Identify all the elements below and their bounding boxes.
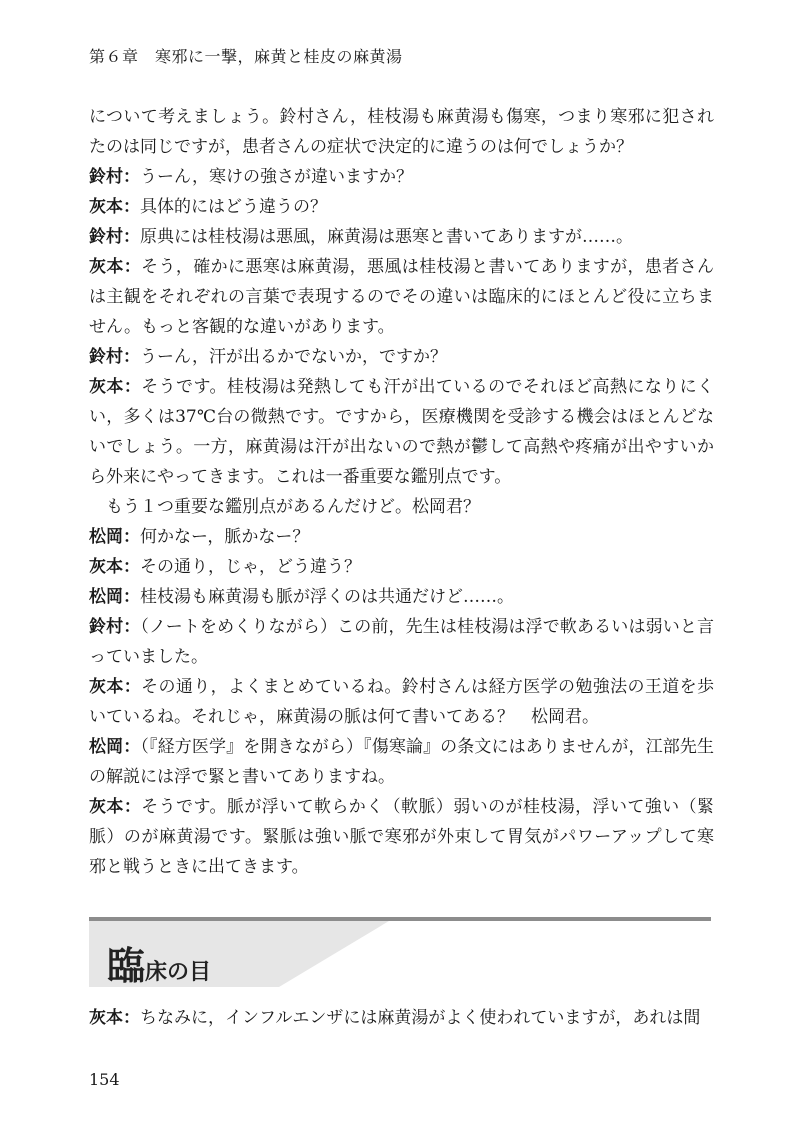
- speaker-label: 鈴村：: [89, 227, 140, 247]
- paragraph: [89, 192, 714, 222]
- paragraph-text: うーん，寒けの強さが違いますか？: [140, 167, 414, 187]
- speaker-label: 灰本：: [89, 197, 140, 217]
- section-heading: [89, 917, 711, 987]
- paragraph: [89, 792, 714, 882]
- paragraph: [89, 732, 714, 792]
- speaker-label: 鈴村：: [89, 347, 140, 367]
- dialogue-body: [89, 102, 714, 882]
- speaker-label: 松岡：: [89, 587, 140, 607]
- continuing-dialogue: [89, 1003, 714, 1033]
- paragraph: [89, 162, 714, 192]
- paragraph: [89, 492, 714, 522]
- paragraph-text: （『経方医学』を開きながら）『傷寒論』の条文にはありませんが，江部先生の解説には浮で緊と書いてありますね。: [89, 737, 715, 787]
- speaker-label: 灰本：: [89, 257, 142, 277]
- section-title-rest: 床の目: [145, 960, 212, 985]
- paragraph-text: ちなみに，インフルエンザには麻黄湯がよく使われていますが，あれは間: [140, 1008, 701, 1028]
- paragraph-text: その通り，じゃ，どう違う？: [140, 557, 361, 577]
- speaker-label: 鈴村：: [89, 617, 141, 637]
- paragraph-text: 具体的にはどう違うの？: [140, 197, 327, 217]
- section-title: [107, 935, 211, 990]
- paragraph-text: そうです。脈が浮いて軟らかく（軟脈）弱いのが桂枝湯，浮いて強い（緊脈）のが麻黄湯です。緊脈は強い脈で寒邪が外束して胃気がパワーアップして寒邪と戦うときに出てきます。: [89, 797, 715, 877]
- paragraph-text: （ノートをめくりながら）この前，先生は桂枝湯は浮で軟あるいは弱いと言っていました。: [89, 617, 714, 667]
- paragraph: [89, 1003, 714, 1033]
- paragraph: [89, 672, 714, 732]
- paragraph-text: 桂枝湯も麻黄湯も脈が浮くのは共通だけど……。: [140, 587, 514, 607]
- paragraph: [89, 252, 714, 342]
- paragraph-text: 原典には桂枝湯は悪風，麻黄湯は悪寒と書いてありますが……。: [140, 227, 633, 247]
- speaker-label: 灰本：: [89, 797, 142, 817]
- paragraph: [89, 102, 714, 162]
- paragraph-text: そう，確かに悪寒は麻黄湯，悪風は桂枝湯と書いてありますが，患者さんは主観をそれぞれの言葉で表現するのでその違いは臨床的にほとんど役に立ちません。もっと客観的な違いがあります。: [89, 257, 715, 337]
- paragraph-text: うーん，汗が出るかでないか，ですか？: [140, 347, 448, 367]
- speaker-label: 松岡：: [89, 527, 140, 547]
- paragraph: [89, 612, 714, 672]
- paragraph-text: について考えましょう。鈴村さん，桂枝湯も麻黄湯も傷寒，つまり寒邪に犯されたのは同じですが，患者さんの症状で決定的に違うのは何でしょうか？: [89, 107, 714, 157]
- paragraph-text: そうです。桂枝湯は発熱しても汗が出ているのでそれほど高熱になりにくい，多くは37℃台の微熱です。ですから，医療機関を受診する機会はほとんどないでしょう。一方，麻黄湯は汗が出ないので熱が鬱して高熱や疼痛が出やすいから外来にやってきます。これは一番重要な鑑別点です。: [89, 377, 715, 487]
- speaker-label: 鈴村：: [89, 167, 140, 187]
- speaker-label: 灰本：: [89, 677, 142, 697]
- speaker-label: 灰本：: [89, 377, 142, 397]
- paragraph: [89, 582, 714, 612]
- paragraph: [89, 342, 714, 372]
- paragraph-text: 何かなー，脈かなー？: [140, 527, 310, 547]
- speaker-label: 灰本：: [89, 557, 140, 577]
- running-header: 第６章 寒邪に一撃，麻黄と桂皮の麻黄湯: [89, 47, 403, 66]
- speaker-label: 灰本：: [89, 1008, 140, 1028]
- paragraph-text: その通り，よくまとめているね。鈴村さんは経方医学の勉強法の王道を歩いているね。それじゃ，麻黄湯の脈は何て書いてある？ 松岡君。: [89, 677, 715, 727]
- page-number: 154: [89, 1070, 120, 1089]
- paragraph: [89, 222, 714, 252]
- paragraph: [89, 552, 714, 582]
- speaker-label: 松岡：: [89, 737, 141, 757]
- paragraph: [89, 522, 714, 552]
- paragraph: [89, 372, 714, 492]
- paragraph-text: もう１つ重要な鑑別点があるんだけど。松岡君？: [106, 497, 480, 517]
- section-title-initial: 臨: [107, 944, 146, 988]
